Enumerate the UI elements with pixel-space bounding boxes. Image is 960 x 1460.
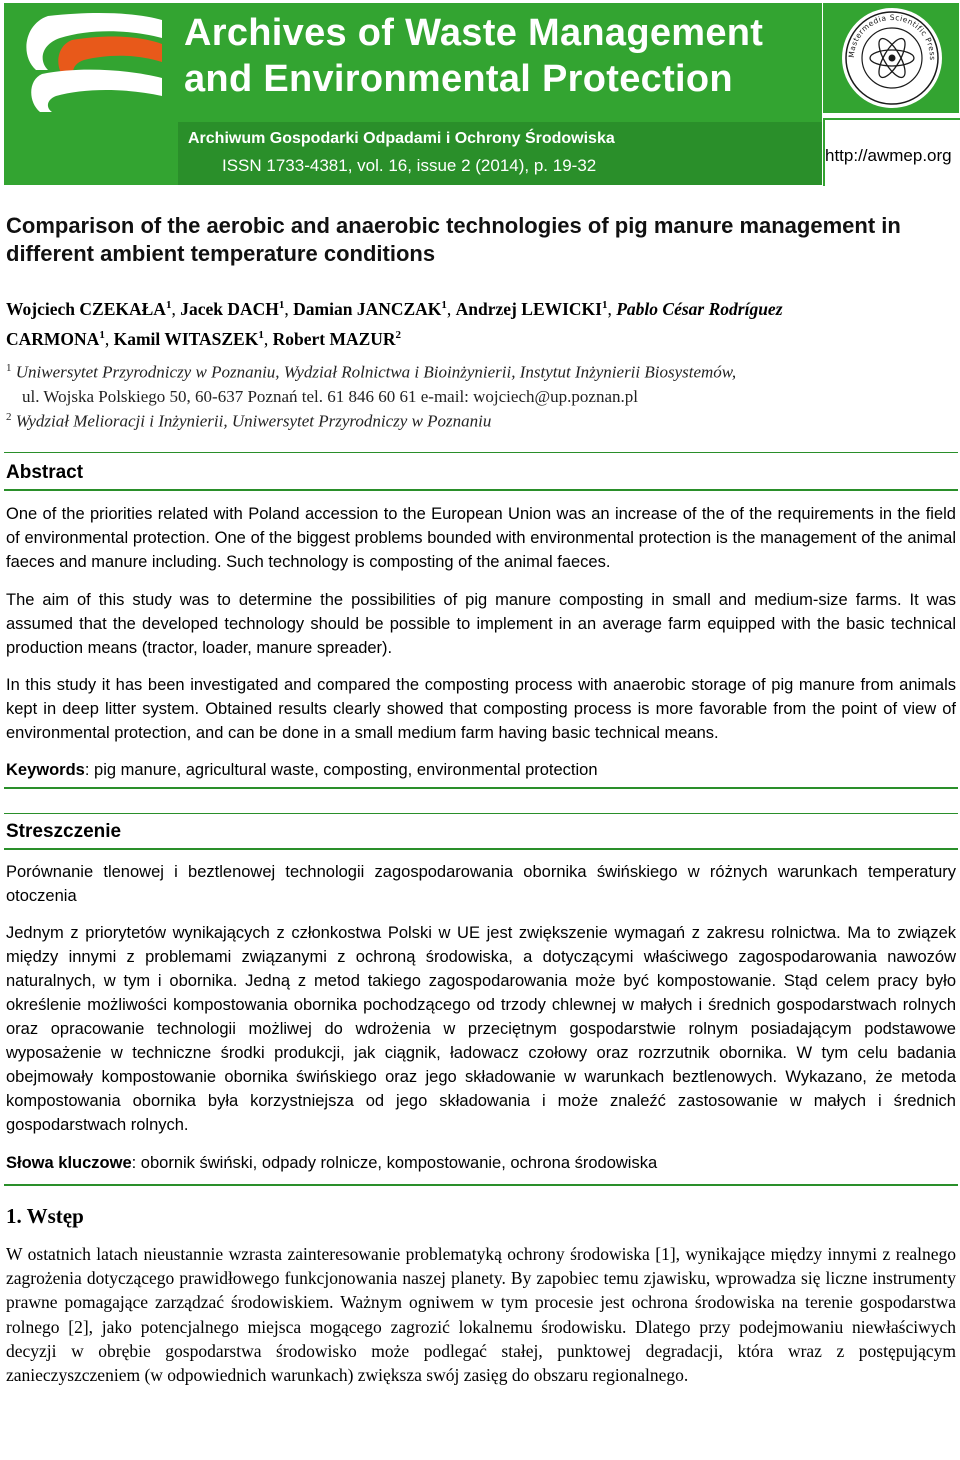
- author-line-2: CARMONA$^1$, Kamil WITASZEK$^1$, Robert MAZUR$^2$: [6, 328, 402, 349]
- affiliation-1: $^1$ Uniwersytet Przyrodniczy w Poznaniu, Wydział Rolnictwa i Bioinżynierii, Instytut Inżynierii Biosystemów, ul. Wojska Polskiego 50, 60-637 Poznań tel. 61 846 60 61 e-mail: wojciech@up.poznan.pl: [6, 362, 737, 406]
- publisher-seal-icon: [838, 6, 946, 110]
- journal-url-link[interactable]: http://awmep.org: [825, 146, 952, 165]
- abstract-top-rule: [4, 452, 958, 453]
- author-line-1: Wojciech CZEKAŁA$^1$, Jacek DACH$^1$, Damian JANCZAK$^1$, Andrzej LEWICKI$^1$, Pablo César Rodríguez: [6, 298, 783, 319]
- abstract-paragraph-3: In this study it has been investigated and compared the composting process with anaerobic storage of pig manure from animals kept in deep litter system. Obtained results clearly showed that composting process is more favorable from the point of view of environmental protection, and can be done in a small medium farm having basic technical means.: [6, 676, 956, 742]
- journal-issn: ISSN 1733-4381, vol. 16, issue 2 (2014), p. 19-32: [222, 156, 597, 175]
- author-name: Jacek DACH$^1$: [180, 298, 285, 319]
- author-name: CARMONA$^1$: [6, 328, 105, 349]
- abstract-bottom-rule: [4, 787, 958, 789]
- abstract-keywords: [6, 758, 956, 782]
- author-name: Wojciech CZEKAŁA$^1$: [6, 298, 172, 319]
- introduction-paragraph: W ostatnich latach nieustannie wzrasta zainteresowanie problematyką ochrony środowiska [1], wynikające między innymi z realnego zagrożenia dotyczącego prawidłowego funkcjonowania naszej planety. By zapobiec temu zjawisku, wprowadza się liczne instrumenty prawne pomagające zarządzać środowiskiem. Ważnym ogniwem w tym procesie jest ochrona środowiska na terenie gospodarstwa rolnego [2], jako potencjalnego miejsca mogącego zagrozić lokalnemu środowisku. Dlatego przy podejmowaniu niewłaściwych decyzji w obrębie gospodarstwa środowisko może podlegać stałej, punktowej degradacji, która wraz z postępującym zanieczyszczeniem (w odpowiednich warunkach) zwiększa swój zasięg do obszaru regionalnego.: [6, 1244, 956, 1386]
- introduction-heading: 1. Wstęp: [6, 1204, 84, 1228]
- author-name: Pablo César Rodríguez: [616, 298, 783, 319]
- keywords-label: Keywords: [6, 761, 85, 779]
- journal-title-line2: and Environmental Protection: [184, 58, 733, 100]
- abstract-paragraph-2: The aim of this study was to determine the possibilities of pig manure composting in small and medium-size farms. It was assumed that the developed technology should be possible to implement in an average farm equipped with the basic technical production means (tractor, loader, manure spreader).: [6, 591, 956, 657]
- streszczenie-paragraph-1: Porównanie tlenowej i beztlenowej technologii zagospodarowania obornika świńskiego w różnych warunkach temperatury otoczenia: [6, 863, 956, 905]
- abstract-heading: Abstract: [6, 462, 84, 483]
- publisher-seal-text: Mastermedia Scientific Press: [846, 12, 938, 61]
- streszczenie-bottom-rule: [4, 1184, 958, 1186]
- author-name: Robert MAZUR$^2$: [272, 328, 402, 349]
- journal-polish-title: Archiwum Gospodarki Odpadami i Ochrony Środowiska: [188, 130, 615, 147]
- streszczenie-keywords: [6, 1151, 956, 1175]
- streszczenie-top-rule: [4, 813, 958, 814]
- streszczenie-paragraph-2: Jednym z priorytetów wynikających z członkostwa Polski w UE jest zwiększenie wymagań z zakresu rolnictwa. Ma to związek między innymi z problemami związanymi z ochroną środowiska, a dotyczącymi właściwego zagospodarowania nawozów naturalnych, w tym i obornika. Jedną z metod takiego zagospodarowania może być kompostowanie. Stąd celem pracy było określenie możliwości kompostowania obornika pochodzącego od trzody chlewnej w małych i średnich gospodarstwach rolnych oraz opracowanie technologii możliwej do wdrożenia w przeciętnym gospodarstwie rolnym posiadającym podstawowe wyposażenie w techniczne środki produkcji, jak ciągnik, ładowacz czołowy oraz rozrzutnik obornika. W tym celu badania obejmowały kompostowanie obornika świńskiego oraz jego składowanie w warunkach beztlenowych. Wykazano, że metoda kompostowania obornika była korzystniejsza od jego składowania i może znaleźć zastosowanie w małych i średnich gospodarstwach rolnych.: [6, 924, 956, 1134]
- author-name: Damian JANCZAK$^1$: [293, 298, 447, 319]
- affiliation-2: $^2$ Wydział Melioracji i Inżynierii, Uniwersytet Przyrodniczy w Poznaniu: [6, 411, 492, 431]
- keywords-label: Słowa kluczowe: [6, 1154, 132, 1172]
- paper-title: Comparison of the aerobic and anaerobic technologies of pig manure management in different ambient temperature conditions: [6, 213, 901, 266]
- author-name: Andrzej LEWICKI$^1$: [455, 298, 608, 319]
- keywords-list: : pig manure, agricultural waste, composting, environmental protection: [84, 761, 598, 779]
- keywords-list: : obornik świński, odpady rolnicze, kompostowanie, ochrona środowiska: [131, 1154, 658, 1172]
- journal-logo-icon: [12, 8, 172, 118]
- abstract-paragraph-1: One of the priorities related with Poland accession to the European Union was an increase of the of the requirements in the field of environmental protection. One of the biggest problems bounded with environmental protection is the management of the animal faeces and manure including. Such technology is composting of the animal faeces.: [6, 505, 956, 571]
- journal-title-line1: Archives of Waste Management: [184, 12, 764, 54]
- author-list: [6, 292, 956, 352]
- abstract-heading-rule: [4, 489, 958, 491]
- streszczenie-heading: Streszczenie: [6, 821, 122, 842]
- streszczenie-heading-rule: [4, 848, 958, 850]
- journal-title: [184, 10, 814, 102]
- author-name: Kamil WITASZEK$^1$: [113, 328, 264, 349]
